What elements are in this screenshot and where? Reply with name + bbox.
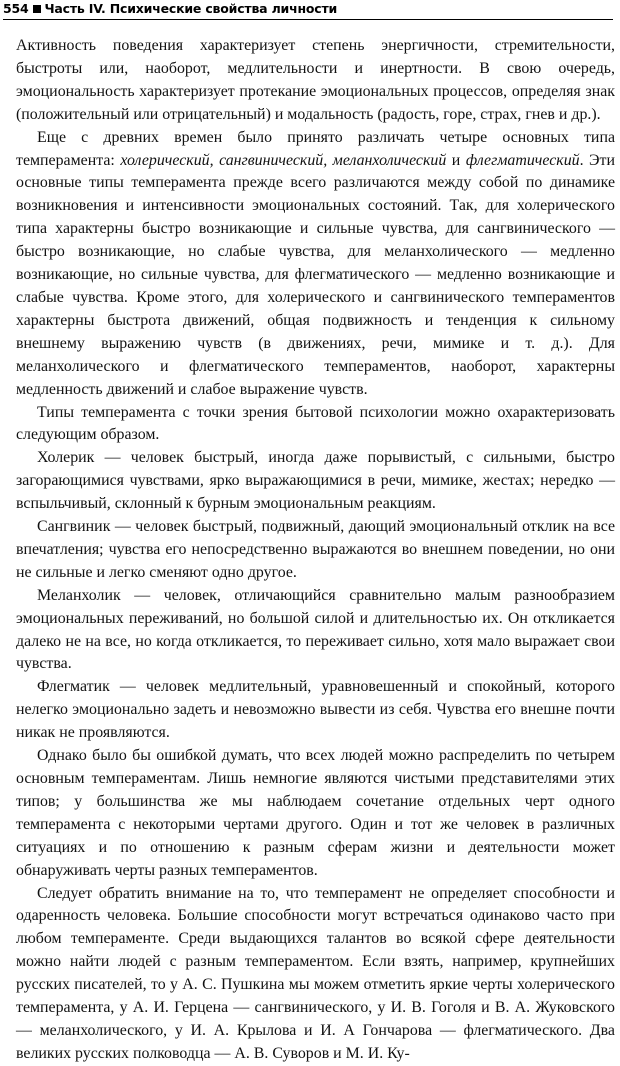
paragraph-sanguine: Сангвиник — человек быстрый, подвижный, дающий эмоциональный отклик на все впечатления; чувства его непосредственно выражаются во внешнем поведении, но они не сильные и легко сменяют одно другое. (16, 518, 615, 581)
paragraph-mixed-types: Однако было бы ошибкой думать, что всех людей можно распределить по четырем основным темпераментам. Лишь немногие являются чистыми представителями этих типов; у большинства же мы наблюдаем сочетание отдельных черт одного темперамента с некоторыми чертами другого. Один и тот же человек в различных ситуациях и по отношению к разным сферам жизни и деятельности может обнаруживать черты разных темпераментов. (16, 747, 615, 879)
running-header (3, 0, 613, 20)
paragraph-everyday-psychology: Типы темперамента с точки зрения бытовой психологии можно охарактеризовать следующим образом. (16, 403, 615, 444)
para-segment: . Эти основные типы темперамента прежде всего различаются между собой по динамике возникновения и интенсивности эмоциональных состояний. Так, для холерического типа характерны быстро возникающие и сильные чувства, для сангвинического — быстро возникающие, но слабые чувства, для меланхолического — медленно возникающие, но сильные чувства, для флегматического — медленно возникающие и слабые чувства. Кроме этого, для холерического и сангвинического темпераментов характерны быстрота движений, общая подвижность и тенденция к сильному внешнему выражению чувств (в движениях, речи, мимике и т. д.). Для меланхолического и флегматического темпераментов, наоборот, характерны медленность движений и слабое выражение чувств. (16, 151, 615, 398)
body-text (16, 35, 615, 1066)
para-segment: и (446, 151, 466, 169)
italic-types-list: холерический, сангвинический, меланхолический (120, 151, 447, 169)
paragraph-activity: Активность поведения характеризует степень энергичности, стремительности, быстроты или, наоборот, медлительности и инертности. В свою очередь, эмоциональность характеризует протекание эмоциональных процессов, определяя знак (положительный или отрицательный) и модальность (радость, горе, страх, гнев и др.). (16, 37, 615, 123)
para-segment: Еще с древних времен было принято различать четыре основных типа темперамента: (16, 128, 615, 169)
italic-phlegmatic: флегматический (465, 151, 580, 169)
page-number: 554 (3, 1, 29, 16)
paragraph-abilities: Следует обратить внимание на то, что темперамент не определяет способности и одаренность человека. Большие способности могут встречаться одинаково часто при любом темпераменте. Среди выдающихся талантов во всякой сфере деятельности можно найти людей с разным темпераментом. Если взять, например, крупнейших русских писателей, то у А. С. Пушкина мы можем отметить яркие черты холерического темперамента, у А. И. Герцена — сангвинического, у И. В. Гоголя и В. А. Жуковского — меланхолического, у И. А. Крылова и И. А Гончарова — флегматического. Два великих русских полководца — А. В. Суворов и М. И. Ку- (16, 884, 615, 1062)
paragraph-choleric: Холерик — человек быстрый, иногда даже порывистый, с сильными, быстро загорающимися чувствами, ярко выражающимися в речи, мимике, жестах; нередко — вспыльчивый, склонный к бурным эмоциональным реакциям. (16, 449, 615, 513)
part-title: Часть IV. Психические свойства личности (44, 1, 338, 16)
paragraph-phlegmatic: Флегматик — человек медлительный, уравновешенный и спокойный, которого нелегко эмоционально задеть и невозможно вывести из себя. Чувства его внешне почти никак не проявляются. (16, 678, 615, 742)
paragraph-melancholic: Меланхолик — человек, отличающийся сравнительно малым разнообразием эмоциональных переживаний, но большой силой и длительностью их. Он откликается далеко не на все, но когда откликается, то переживает сильно, хотя мало выражает свои чувства. (16, 586, 615, 673)
paragraph-four-types (16, 127, 615, 402)
square-bullet-icon (33, 5, 41, 13)
